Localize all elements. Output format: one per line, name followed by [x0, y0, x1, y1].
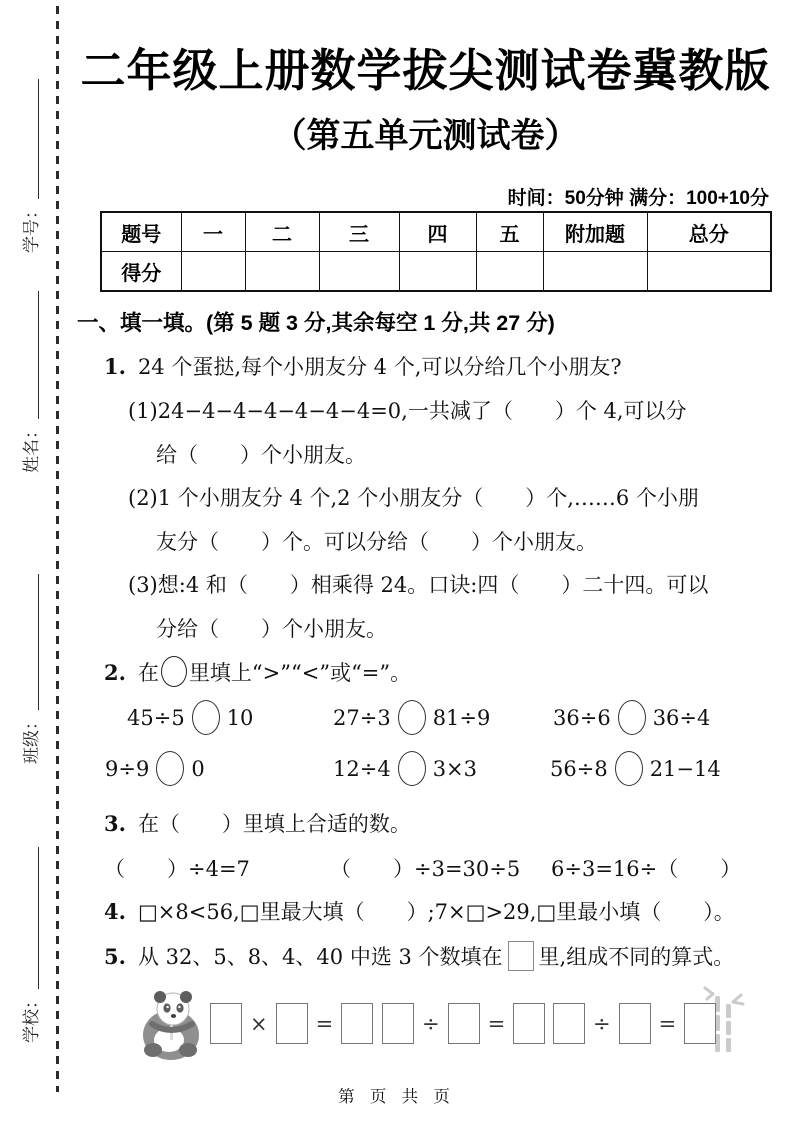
header-cell-3: 三 [319, 212, 399, 252]
comparison-right: 3×3 [432, 756, 478, 781]
question-4-number: 4. [104, 899, 126, 924]
exam-time-score-meta: 时间：50分钟 满分：100+10分 [507, 188, 769, 209]
score-cell-empty [245, 252, 319, 292]
answer-box [513, 1003, 545, 1044]
question-2 [104, 656, 411, 687]
answer-box [341, 1003, 373, 1044]
question-1-sub-1: (1)24−4−4−4−4−4−4=0,一共减了（ ）个 4,可以分 [128, 399, 687, 423]
question-2-text-suffix: 里填上“>”“<”或“=”。 [188, 661, 412, 685]
question-1-sub-2-cont: 友分（ ）个。可以分给（ ）个小朋友。 [156, 530, 597, 554]
question-1-sub-3: (3)想:4 和（ ）相乘得 24。口诀:四（ ）二十四。可以 [128, 573, 709, 597]
circle-blank-icon [161, 656, 187, 687]
score-cell-empty [181, 252, 245, 292]
circle-blank-icon [192, 700, 220, 735]
circle-blank-icon [156, 751, 184, 786]
panda-illustration [138, 988, 206, 1062]
sidebar-student-id-field [17, 79, 42, 253]
multiply-sign: × [250, 1011, 268, 1036]
comparison-item-1 [127, 700, 253, 735]
header-cell-1: 一 [181, 212, 245, 252]
question-3 [104, 808, 411, 838]
comparison-right: 0 [191, 756, 205, 781]
section-one-heading: 一、填一填。(第 5 题 3 分,其余每空 1 分,共 27 分) [77, 311, 555, 335]
header-cell-2: 二 [245, 212, 319, 252]
question-5 [104, 941, 734, 971]
page-footer: 第 页 共 页 [338, 1087, 455, 1106]
question-3-equation-2: （ ）÷3=30÷5 [330, 857, 521, 881]
blank-equation-1 [210, 1003, 373, 1044]
comparison-item-4 [105, 751, 205, 786]
answer-box-icon [508, 941, 534, 971]
comparison-item-3 [553, 700, 710, 735]
question-1 [104, 351, 622, 381]
score-cell-empty [647, 252, 771, 292]
comparison-left: 27÷3 [333, 705, 391, 730]
sidebar-school-field [17, 847, 42, 1043]
comparison-item-6 [550, 751, 721, 786]
question-3-number: 3. [104, 811, 126, 836]
equals-sign: = [487, 1011, 506, 1036]
equals-sign: = [658, 1011, 677, 1036]
circle-blank-icon [398, 700, 426, 735]
question-1-sub-1-cont: 给（ ）个小朋友。 [156, 443, 366, 467]
comparison-left: 36÷6 [553, 705, 611, 730]
question-1-text: 24 个蛋挞,每个小朋友分 4 个,可以分给几个小朋友? [137, 355, 622, 379]
school-write-line [34, 847, 39, 989]
question-2-text-prefix: 在 [137, 661, 159, 685]
comparison-item-2 [333, 700, 490, 735]
circle-blank-icon [618, 700, 646, 735]
divide-sign: ÷ [422, 1011, 440, 1036]
comparison-item-5 [333, 751, 477, 786]
question-5-text-before: 从 32、5、8、4、40 中选 3 个数填在 [137, 945, 503, 969]
header-cell-5: 五 [476, 212, 543, 252]
score-table-score-row [101, 252, 771, 292]
answer-box [684, 1003, 716, 1044]
score-table [100, 211, 772, 292]
class-label: 班级： [22, 713, 41, 764]
question-1-number: 1. [104, 354, 126, 379]
score-cell-empty [399, 252, 476, 292]
header-cell-question-no: 题号 [101, 212, 181, 252]
score-cell-empty [476, 252, 543, 292]
comparison-right: 81÷9 [432, 705, 491, 730]
comparison-left: 56÷8 [550, 756, 608, 781]
question-5-number: 5. [104, 944, 126, 969]
header-cell-total: 总分 [647, 212, 771, 252]
answer-box [382, 1003, 414, 1044]
question-1-sub-3-cont: 分给（ ）个小朋友。 [156, 617, 387, 641]
header-cell-4: 四 [399, 212, 476, 252]
school-label: 学校： [22, 992, 41, 1043]
class-write-line [34, 574, 39, 710]
question-2-number: 2. [104, 660, 126, 685]
student-id-write-line [34, 79, 39, 199]
sidebar-class-field [17, 574, 42, 764]
question-4 [104, 896, 735, 926]
blank-equation-2 [382, 1003, 545, 1044]
divide-sign: ÷ [593, 1011, 611, 1036]
circle-blank-icon [398, 751, 426, 786]
score-cell-empty [319, 252, 399, 292]
binding-dashed-line [56, 6, 59, 1092]
score-cell-empty [543, 252, 647, 292]
blank-equation-3 [553, 1003, 716, 1044]
question-3-text: 在（ ）里填上合适的数。 [137, 812, 411, 836]
student-id-label: 学号： [22, 202, 41, 253]
question-1-sub-2: (2)1 个小朋友分 4 个,2 个小朋友分（ ）个,……6 个小朋 [128, 486, 699, 510]
equals-sign: = [315, 1011, 334, 1036]
answer-box [448, 1003, 480, 1044]
answer-box [210, 1003, 242, 1044]
question-3-equation-1: （ ）÷4=7 [104, 857, 250, 881]
name-write-line [34, 291, 39, 419]
question-5-text-after: 里,组成不同的算式。 [538, 945, 735, 969]
header-cell-bonus: 附加题 [543, 212, 647, 252]
comparison-right: 21−14 [649, 756, 721, 781]
question-4-text: □×8<56,□里最大填（ ）;7×□>29,□里最小填（ ）。 [137, 900, 735, 924]
circle-blank-icon [615, 751, 643, 786]
comparison-right: 10 [226, 705, 254, 730]
score-row-label: 得分 [101, 252, 181, 292]
page-subtitle: （第五单元测试卷） [272, 117, 579, 155]
answer-box [553, 1003, 585, 1044]
sidebar-name-field [17, 291, 42, 473]
comparison-left: 12÷4 [333, 756, 391, 781]
answer-box [276, 1003, 308, 1044]
question-3-equation-3: 6÷3=16÷（ ） [551, 857, 742, 881]
answer-box [619, 1003, 651, 1044]
name-label: 姓名： [22, 422, 41, 473]
comparison-right: 36÷4 [652, 705, 711, 730]
page-title: 二年级上册数学拔尖测试卷冀教版 [80, 45, 771, 96]
score-table-header-row [101, 212, 771, 252]
comparison-left: 9÷9 [105, 756, 150, 781]
comparison-left: 45÷5 [127, 705, 185, 730]
